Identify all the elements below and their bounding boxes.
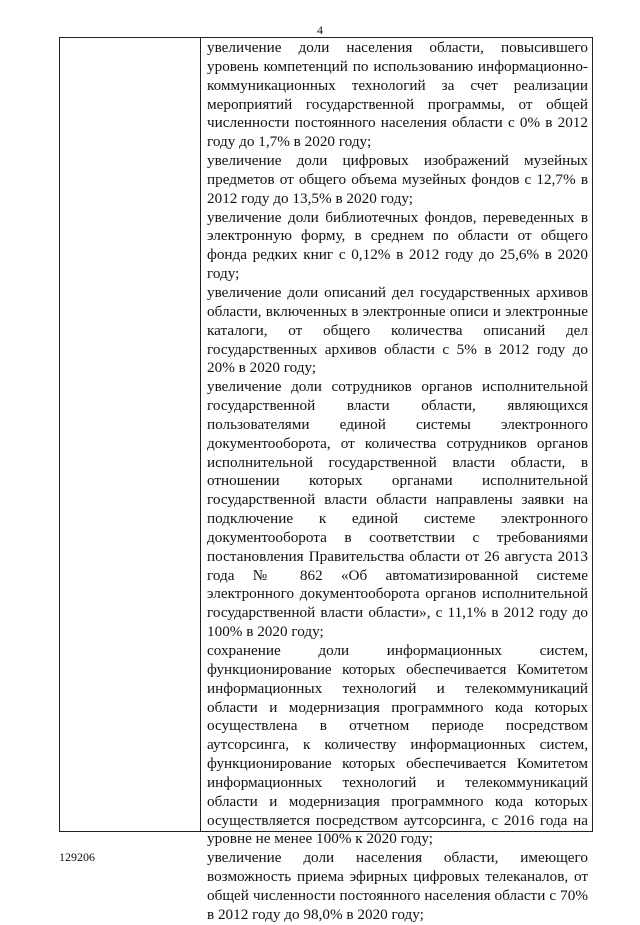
paragraph-document-flow-users: увеличение доли сотрудников органов исполнительной государственной власти области, являющихся пользователями единой системы электронного документооборота, от количества сотрудников органов исполнительной государственной власти области, в отношении которых органами исполнительной государственной власти области направлены заявки на подключение к единой системе электронного документооборота в соответствии с требованиями постановления Правительства области от 26 августа 2013 года № 862 «Об автоматизированной системе электронного документооборота органов исполнительной государственной власти области», с 11,1% в 2012 году до 100% в 2020 году; [207,378,588,641]
document-code: 129206 [59,850,95,864]
paragraph-library-funds: увеличение доли библиотечных фондов, переведенных в электронную форму, в среднем по области от общего фонда редких книг с 0,12% в 2012 году до 25,6% в 2020 году; [207,208,588,283]
paragraph-museum-images: увеличение доли цифровых изображений музейных предметов от общего объема музейных фондов с 12,7% в 2012 году до 13,5% в 2020 году; [207,152,588,207]
table-right-column [201,38,592,923]
table-left-column [60,38,201,831]
paragraph-information-systems: сохранение доли информационных систем, функционирование которых обеспечивается Комитетом информационных технологий и телекоммуникаций области и модернизация программного кода которых осуществлена в отчетном периоде посредством аутсорсинга, к количеству информационных систем, функционирование которых обеспечивается Комитетом информационных технологий и телекоммуникаций области и модернизация программного кода которых осуществляется посредством аутсорсинга, с 2016 года на уровне не менее 100% к 2020 году; [207,642,588,848]
paragraph-digital-tv: увеличение доли населения области, имеющего возможность приема эфирных цифровых телеканалов, от общей численности постоянного населения области с 70% в 2012 году до 98,0% в 2020 году; [207,849,588,923]
page-number: 4 [317,23,323,37]
paragraph-it-competence: увеличение доли населения области, повысившего уровень компетенций по использованию информационно-коммуникационных технологий за счет реализации мероприятий государственной программы, от общей численности постоянного населения области с 0% в 2012 году до 1,7% в 2020 году; [207,39,588,151]
paragraph-archive-descriptions: увеличение доли описаний дел государственных архивов области, включенных в электронные описи и электронные каталоги, от общего количества описаний дел государственных архивов области с 5% в 2012 году до 20% в 2020 году; [207,283,588,377]
